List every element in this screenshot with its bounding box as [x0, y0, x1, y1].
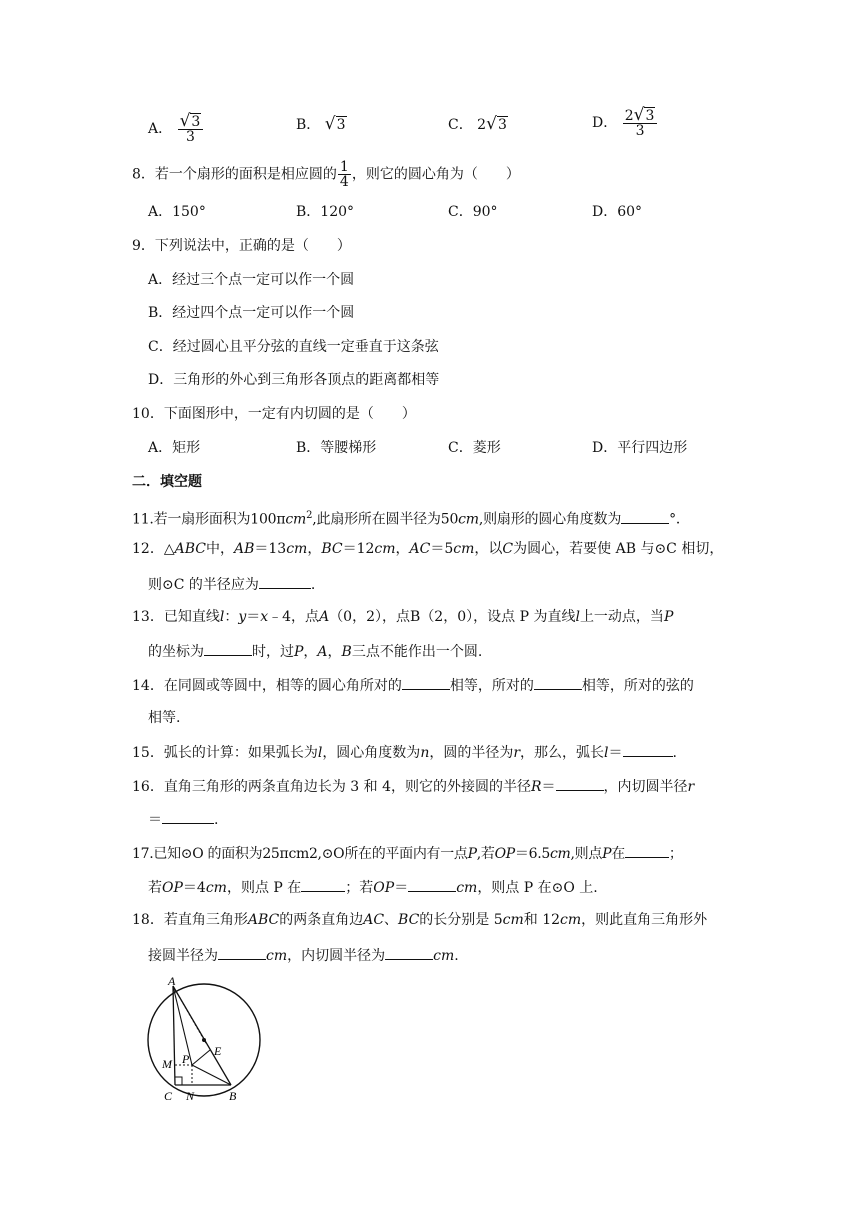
question-16-line-1 [132, 775, 694, 797]
q9-option-b: B．经过四个点一定可以作一个圆 [148, 305, 355, 321]
radicand: 3 [336, 117, 346, 133]
q8-option-b: B．120° [296, 204, 355, 220]
math: y [238, 609, 247, 625]
right-angle-mark [175, 1077, 182, 1085]
option-label: C． [448, 117, 473, 133]
text: 接圆半径为 [148, 948, 218, 964]
question-12-line-1 [132, 539, 723, 559]
label-m: M [162, 1057, 172, 1071]
text: 时，过 [252, 644, 294, 660]
answer-blank[interactable] [259, 573, 311, 589]
q10-option-c: C．菱形 [448, 440, 501, 456]
text: ＝13 [254, 541, 287, 557]
text: 12．△ [132, 541, 175, 557]
text: ； [668, 846, 683, 862]
q8-option-a: A．150° [148, 204, 206, 220]
label-b: B [229, 1089, 237, 1103]
text: . [310, 577, 316, 593]
unit: cm [456, 880, 478, 896]
q7-option-d [592, 105, 658, 139]
math: P [602, 846, 612, 862]
option-label: B． [296, 117, 321, 133]
fraction [338, 160, 351, 189]
unit: cm [205, 880, 227, 896]
math: n [420, 745, 430, 761]
answer-blank[interactable] [623, 741, 673, 757]
text: 的长分别是 5 [419, 912, 503, 928]
text: 则⊙C 的半径应为 [148, 577, 259, 593]
question-11 [132, 506, 690, 530]
unit: cm [560, 912, 582, 928]
text: 中， [205, 541, 234, 557]
unit: cm [502, 912, 524, 928]
text: 、 [384, 912, 399, 928]
text: 若 [148, 880, 162, 896]
question-9-stem: 9．下列说法中，正确的是（ ） [132, 238, 351, 254]
text: 为圆心，若要使 AB 与⊙C 相切， [513, 541, 724, 557]
text: B [410, 609, 421, 625]
label-e: E [214, 1044, 222, 1058]
math: ABC [247, 912, 280, 928]
math: OP [494, 846, 515, 862]
answer-blank[interactable] [556, 775, 604, 791]
math: BC [321, 541, 343, 557]
math: x [260, 609, 269, 625]
denominator: 3 [178, 129, 204, 144]
question-16-line-2 [148, 808, 218, 830]
text: . [454, 948, 459, 964]
fraction: $\frac{√3}{3}$ [178, 114, 204, 144]
text: 14．在同圆或等圆中，相等的圆心角所对的 [132, 678, 402, 694]
text: . [672, 745, 677, 761]
answer-blank[interactable] [402, 674, 450, 690]
text: 17.已知⊙O 的面积为25πcm2,⊙O所在的平面内有一点 [132, 846, 468, 862]
text: 13．已知直线 [132, 609, 220, 625]
text: ， [395, 541, 410, 557]
text: ，内切圆半径 [603, 779, 688, 795]
math: r [513, 745, 521, 761]
question-17-line-1 [132, 842, 683, 864]
text: ；若 [345, 880, 374, 896]
question-8-stem [132, 160, 520, 189]
question-14-line-1 [132, 674, 694, 696]
answer-blank[interactable] [534, 674, 582, 690]
radicand: 3 [191, 114, 201, 130]
math: AC [409, 541, 431, 557]
math: OP [162, 880, 183, 896]
text: 的两条直角边 [279, 912, 364, 928]
text: 相等，所对的 [449, 678, 534, 694]
text: ，则点 P 在⊙O 上. [477, 880, 598, 896]
math: r [687, 779, 695, 795]
text: 16．直角三角形的两条直角边长为 3 和 4，则它的外接圆的半径 [132, 779, 531, 795]
text: 和 12 [523, 912, 561, 928]
text: 相等，所对的弦的 [581, 678, 694, 694]
text: ＝4 [182, 880, 206, 896]
math: OP [373, 880, 395, 896]
answer-blank[interactable] [621, 508, 669, 524]
geometry-figure [144, 975, 264, 1105]
math: P [467, 846, 477, 862]
text: ，那么，弧长 [520, 745, 605, 761]
answer-blank[interactable] [204, 640, 252, 656]
point-o [202, 1038, 206, 1042]
math: AC [363, 912, 385, 928]
q9-option-d: D．三角形的外心到三角形各顶点的距离都相等 [148, 372, 440, 388]
math: P [294, 644, 304, 660]
text: . [214, 812, 219, 828]
math: A [317, 644, 328, 660]
question-17-line-2 [148, 876, 598, 898]
text: ,则扇形的圆心角度数为 [478, 511, 622, 528]
q7-option-a [148, 111, 204, 145]
option-label: A． [148, 121, 173, 137]
text: ﹣4，点 [268, 609, 320, 625]
text: ,则点 [570, 846, 603, 862]
answer-blank[interactable] [625, 842, 669, 858]
text: ＝12 [342, 541, 375, 557]
unit: cm [453, 541, 475, 557]
question-14-line-2: 相等. [148, 710, 181, 726]
question-12-line-2 [148, 573, 315, 595]
radicand: 3 [645, 108, 655, 124]
answer-blank[interactable] [218, 944, 266, 960]
unit: cm [433, 948, 455, 964]
text: ，以 [474, 541, 503, 557]
unit: cm [266, 948, 288, 964]
segment-ac [173, 986, 175, 1085]
text: ＝ [148, 812, 162, 828]
section-heading-fill-in: 二．填空题 [132, 474, 202, 490]
segment-pe [192, 1050, 210, 1065]
label-c: C [164, 1089, 173, 1103]
text: ＝ [246, 609, 261, 625]
label-a: A [168, 975, 176, 988]
text: 上一动点，当 [579, 609, 664, 625]
text: 在 [611, 846, 625, 862]
text: 的坐标为 [148, 644, 204, 660]
unit: cm [458, 511, 479, 528]
q10-option-b: B．等腰梯形 [296, 440, 377, 456]
coefficient: 2 [477, 117, 487, 133]
answer-blank[interactable] [408, 876, 456, 892]
q9-option-c: C．经过圆心且平分弦的直线一定垂直于这条弦 [148, 339, 439, 355]
text: （0，2），点 [329, 609, 411, 625]
text: ，圆心角度数为 [322, 745, 421, 761]
q8-option-c: C．90° [448, 204, 498, 220]
text: °． [669, 511, 690, 528]
coefficient: 2 [624, 108, 634, 124]
q8-option-d: D．60° [592, 204, 643, 220]
math: ABC [174, 541, 206, 557]
text: ，内切圆半径为 [287, 948, 386, 964]
text: ＝ [608, 745, 623, 761]
text: ，则它的圆心角为（ ） [351, 166, 520, 183]
q7-option-b: B． √3 [296, 114, 346, 134]
text: ， [327, 644, 342, 660]
fraction: $\frac{2√3}{3}$ [623, 108, 658, 138]
text: ： [224, 609, 239, 625]
text: ＝5 [430, 541, 454, 557]
text: ， [307, 541, 322, 557]
text: ＝6.5 [514, 846, 550, 862]
answer-blank[interactable] [385, 944, 433, 960]
math: l [604, 745, 609, 761]
answer-blank[interactable] [162, 808, 214, 824]
math: C [502, 541, 514, 557]
math: P [663, 609, 674, 625]
option-label: D． [592, 115, 618, 131]
unit: cm [374, 541, 396, 557]
question-13-line-2 [148, 640, 482, 662]
text: ，则此直角三角形外 [581, 912, 708, 928]
text: 8．若一个扇形的面积是相应圆的 [132, 166, 337, 183]
text: （2，0），设点 P 为直线 [420, 609, 576, 625]
question-15 [132, 741, 677, 763]
radicand: 3 [497, 117, 507, 133]
q9-option-a: A．经过三个点一定可以作一个圆 [148, 272, 355, 288]
text: ＝ [541, 779, 556, 795]
math: l [575, 609, 580, 625]
math: B [341, 644, 352, 660]
denominator: 4 [339, 174, 349, 190]
text: 11.若一扇形面积为100π [132, 511, 286, 528]
question-13-line-1 [132, 607, 673, 627]
text: 15．弧长的计算：如果弧长为 [132, 745, 318, 761]
math: BC [398, 912, 420, 928]
math: A [319, 609, 330, 625]
text: ,若 [476, 846, 495, 862]
q10-option-a: A．矩形 [148, 440, 201, 456]
text: ， [303, 644, 318, 660]
label-p: P [182, 1052, 190, 1066]
superscript: 2 [306, 510, 313, 521]
q7-option-c: C． 2√3 [448, 114, 507, 134]
text: ，圆的半径为 [429, 745, 514, 761]
unit: cm [285, 511, 307, 528]
text: ，则点 P 在 [226, 880, 302, 896]
unit: cm [286, 541, 308, 557]
math: l [219, 609, 225, 625]
question-10-stem: 10．下面图形中，一定有内切圆的是（ ） [132, 406, 416, 422]
text: ,此扇形所在圆半径为50 [312, 511, 459, 528]
q10-option-d: D．平行四边形 [592, 440, 688, 456]
numerator: 1 [339, 159, 349, 175]
answer-blank[interactable] [301, 876, 345, 892]
text: 三点不能作出一个圆. [351, 644, 483, 660]
math: AB [233, 541, 255, 557]
text: 18．若直角三角形 [132, 912, 248, 928]
question-18-line-1 [132, 910, 707, 930]
math: l [317, 745, 323, 761]
denominator: 3 [623, 123, 658, 138]
text: ＝ [394, 880, 409, 896]
question-18-line-2 [148, 944, 459, 966]
math: R [530, 779, 542, 795]
label-n: N [186, 1089, 195, 1103]
unit: cm [550, 846, 571, 862]
